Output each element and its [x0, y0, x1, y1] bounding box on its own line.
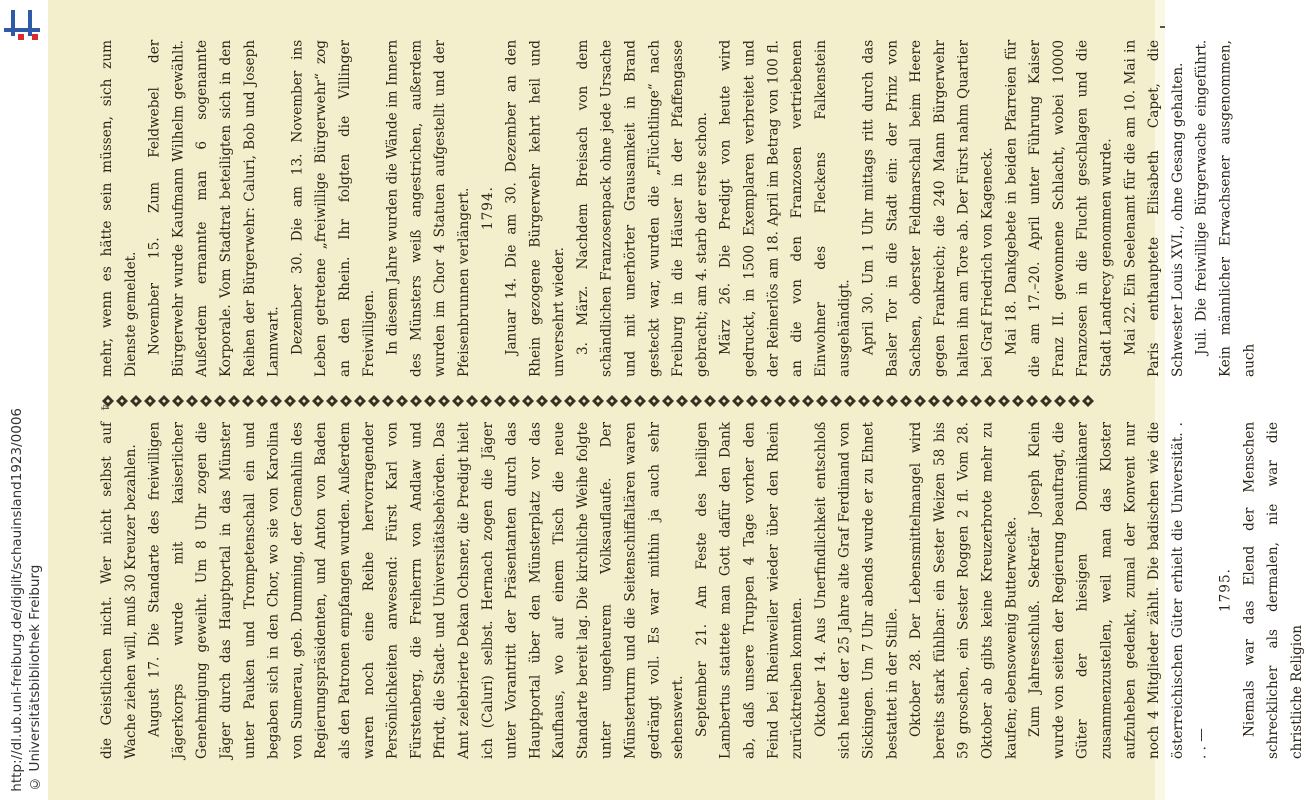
text-column-upper [96, 40, 1258, 377]
text-column-lower [96, 422, 1305, 759]
paragraph: März 26. Die Predigt von heute wird gedruckt, in 1500 Exemplaren verbreitet und der Reinerlös am 18. April im Betrag von 100 fl. an die von den Franzosen vertriebenen Einwohner des Fleckens Falkenstein ausgehändigt. [717, 40, 853, 377]
paragraph: Zum Jahresschluß. Sekretär Joseph Klein wurde von seiten der Regierung beauftragt, die Güter der hiesigen Dominikaner zusammenzustellen, weil man das Kloster aufzuheben gedenkt, zumal der Konvent nur noch 4 Mitglieder zählt. Die badischen wie die österreichischen Güter erhielt die Universität. . . . — [1027, 422, 1210, 759]
paragraph: 3. März. Nachdem Breisach von dem schändlichen Franzosenpack ohne jede Ursache und mit unerhörter Grausamkeit in Brand gesteckt war, wurden die „Flüchtlinge“ nach Freiburg in die Häuser in der Pfaffengasse gebracht; am 4. starb der erste schon. [574, 40, 710, 377]
paragraph: die Geistlichen nicht. Wer nicht selbst auf Wache ziehen will, muß 30 Kreuzer bezahlen. [99, 422, 139, 759]
paragraph: Mai 22. Ein Seelenamt für die am 10. Mai in Paris enthauptete Elisabeth Capet, die Schwester Louis XVI., ohne Gesang gehalten. [1122, 40, 1186, 377]
paragraph: Oktober 28. Der Lebensmittelmangel wird bereits stark fühlbar: ein Sester Weizen 58 bis 59 groschen, ein Sester Roggen 2 fl. Vom 28. Oktober ab gibts keine Kreuzerbrote mehr zu kaufen; ebensowenig Butterwecke. [908, 422, 1020, 759]
viewer-sidebar [0, 0, 48, 800]
paragraph: Januar 14. Die am 30. Dezember an den Rhein gezogene Bürgerwehr kehrt heil und unversehrt wieder. [503, 40, 568, 377]
paragraph: Juli. Die freiwillige Bürgerwache eingeführt. Kein männlicher Erwachsener ausgenommen, auch [1193, 40, 1258, 377]
university-logo-icon [2, 8, 42, 48]
paragraph: Mai 18. Dankgebete in beiden Pfarreien für die am 17.–20. April unter Führung Kaiser Franz II. gewonnene Schlacht, wobei 10000 Franzosen in die Flucht geschlagen und die Stadt Landrecy genommen wurde. [1003, 40, 1115, 377]
paragraph: Niemals war das Elend der Menschen schrecklicher als dermalen, nie war die christliche Religion [1241, 422, 1305, 759]
paragraph: August 17. Die Standarte des freiwilligen Jägerkorps wurde mit kaiserlicher Genehmigung geweiht. Um 8 Uhr zogen die Jäger durch das Hauptportal in das Münster unter Pauken und Trompetenschall ein und begaben sich in den Chor, wo sie von Karolina von Sumerau, geb. Dumming, der Gemahlin des Regierungspräsidenten, und Anton von Baden als den Patronen empfangen wurden. Außerdem waren noch eine Reihe hervorragender Persönlichkeiten anwesend: Fürst Karl von Fürstenberg, die Freiherrn von Andlaw und Pfirdt, die Stadt- und Universitätsbehörden. Das Amt zelebrierte Dekan Ochsner, die Predigt hielt ich (Caluri) selbst. Hernach zogen die Jäger unter Vorantritt der Präsentanten durch das Hauptportal über den Münsterplatz vor das Kaufhaus, wo auf einem Tisch die neue Standarte bereit lag. Die kirchliche Weihe folgte unter ungeheurem Volksauflaufe. Der Münsterturm und die Seitenschiffaltären waren gedrängt voll. Es war mithin ja auch sehr sehenswert. [146, 422, 687, 759]
paragraph: November 15. Zum Feldwebel der Bürgerwehr wurde Kaufmann Wilhelm gewählt. Außerdem ernannte man 6 sogenannte Korporale. Vom Stadtrat beteiligten sich in den Reihen der Bürgerwehr: Caluri, Bob und Joseph Lannwart. [146, 40, 282, 377]
year-heading: 1794. [479, 186, 496, 231]
paragraph: In diesem Jahre wurden die Wände im Innern des Münsters weiß angestrichen, außerdem wurden im Chor 4 Statuen aufgestellt und der Pfeisenbrunnen verlängert. [384, 40, 472, 377]
edge-mark [1160, 26, 1165, 28]
source-citation [8, 408, 44, 792]
page-number: 4 [98, 404, 110, 411]
paragraph: Oktober 14. Aus Unerfindlichkeit entschloß sich heute der 25 Jahre alte Graf Ferdinand von Sickingen. Um 7 Uhr abends wurde er zu Ehnet bestattet in der Stille. [812, 422, 901, 759]
copyright-notice: © Universitätsbibliothek Freiburg [27, 564, 43, 792]
paragraph: Dezember 30. Die am 13. November ins Leben getretene „freiwillige Bürgerwehr“ zog an den Rhein. Ihr folgten die Villinger Freiwilligen. [289, 40, 377, 377]
year-heading: 1795. [1217, 568, 1234, 613]
paragraph: September 21. Am Feste des heiligen Lambertus stattete man Gott dafür den Dank ab, daß unsere Truppen 4 Tage vorher den Feind bei Rheinweiler wieder über den Rhein zurücktreiben konnten. [693, 422, 806, 759]
ornamental-divider [100, 393, 1085, 409]
paragraph: mehr, wenn es hätte sein müssen, sich zum Dienste gemeldet. [99, 40, 139, 377]
paragraph: April 30. Um 1 Uhr mittags ritt durch das Basler Tor in die Stadt ein: der Prinz von Sachsen, oberster Feldmarschall beim Heere gegen Frankreich; die 240 Mann Bürgerwehr halten ihn am Tore ab. Der Fürst nahm Quartier bei Graf Friedrich von Kageneck. [860, 40, 996, 377]
source-url[interactable]: http://dl.ub.uni-freiburg.de/diglit/schauinsland1923/0006 [9, 408, 25, 792]
